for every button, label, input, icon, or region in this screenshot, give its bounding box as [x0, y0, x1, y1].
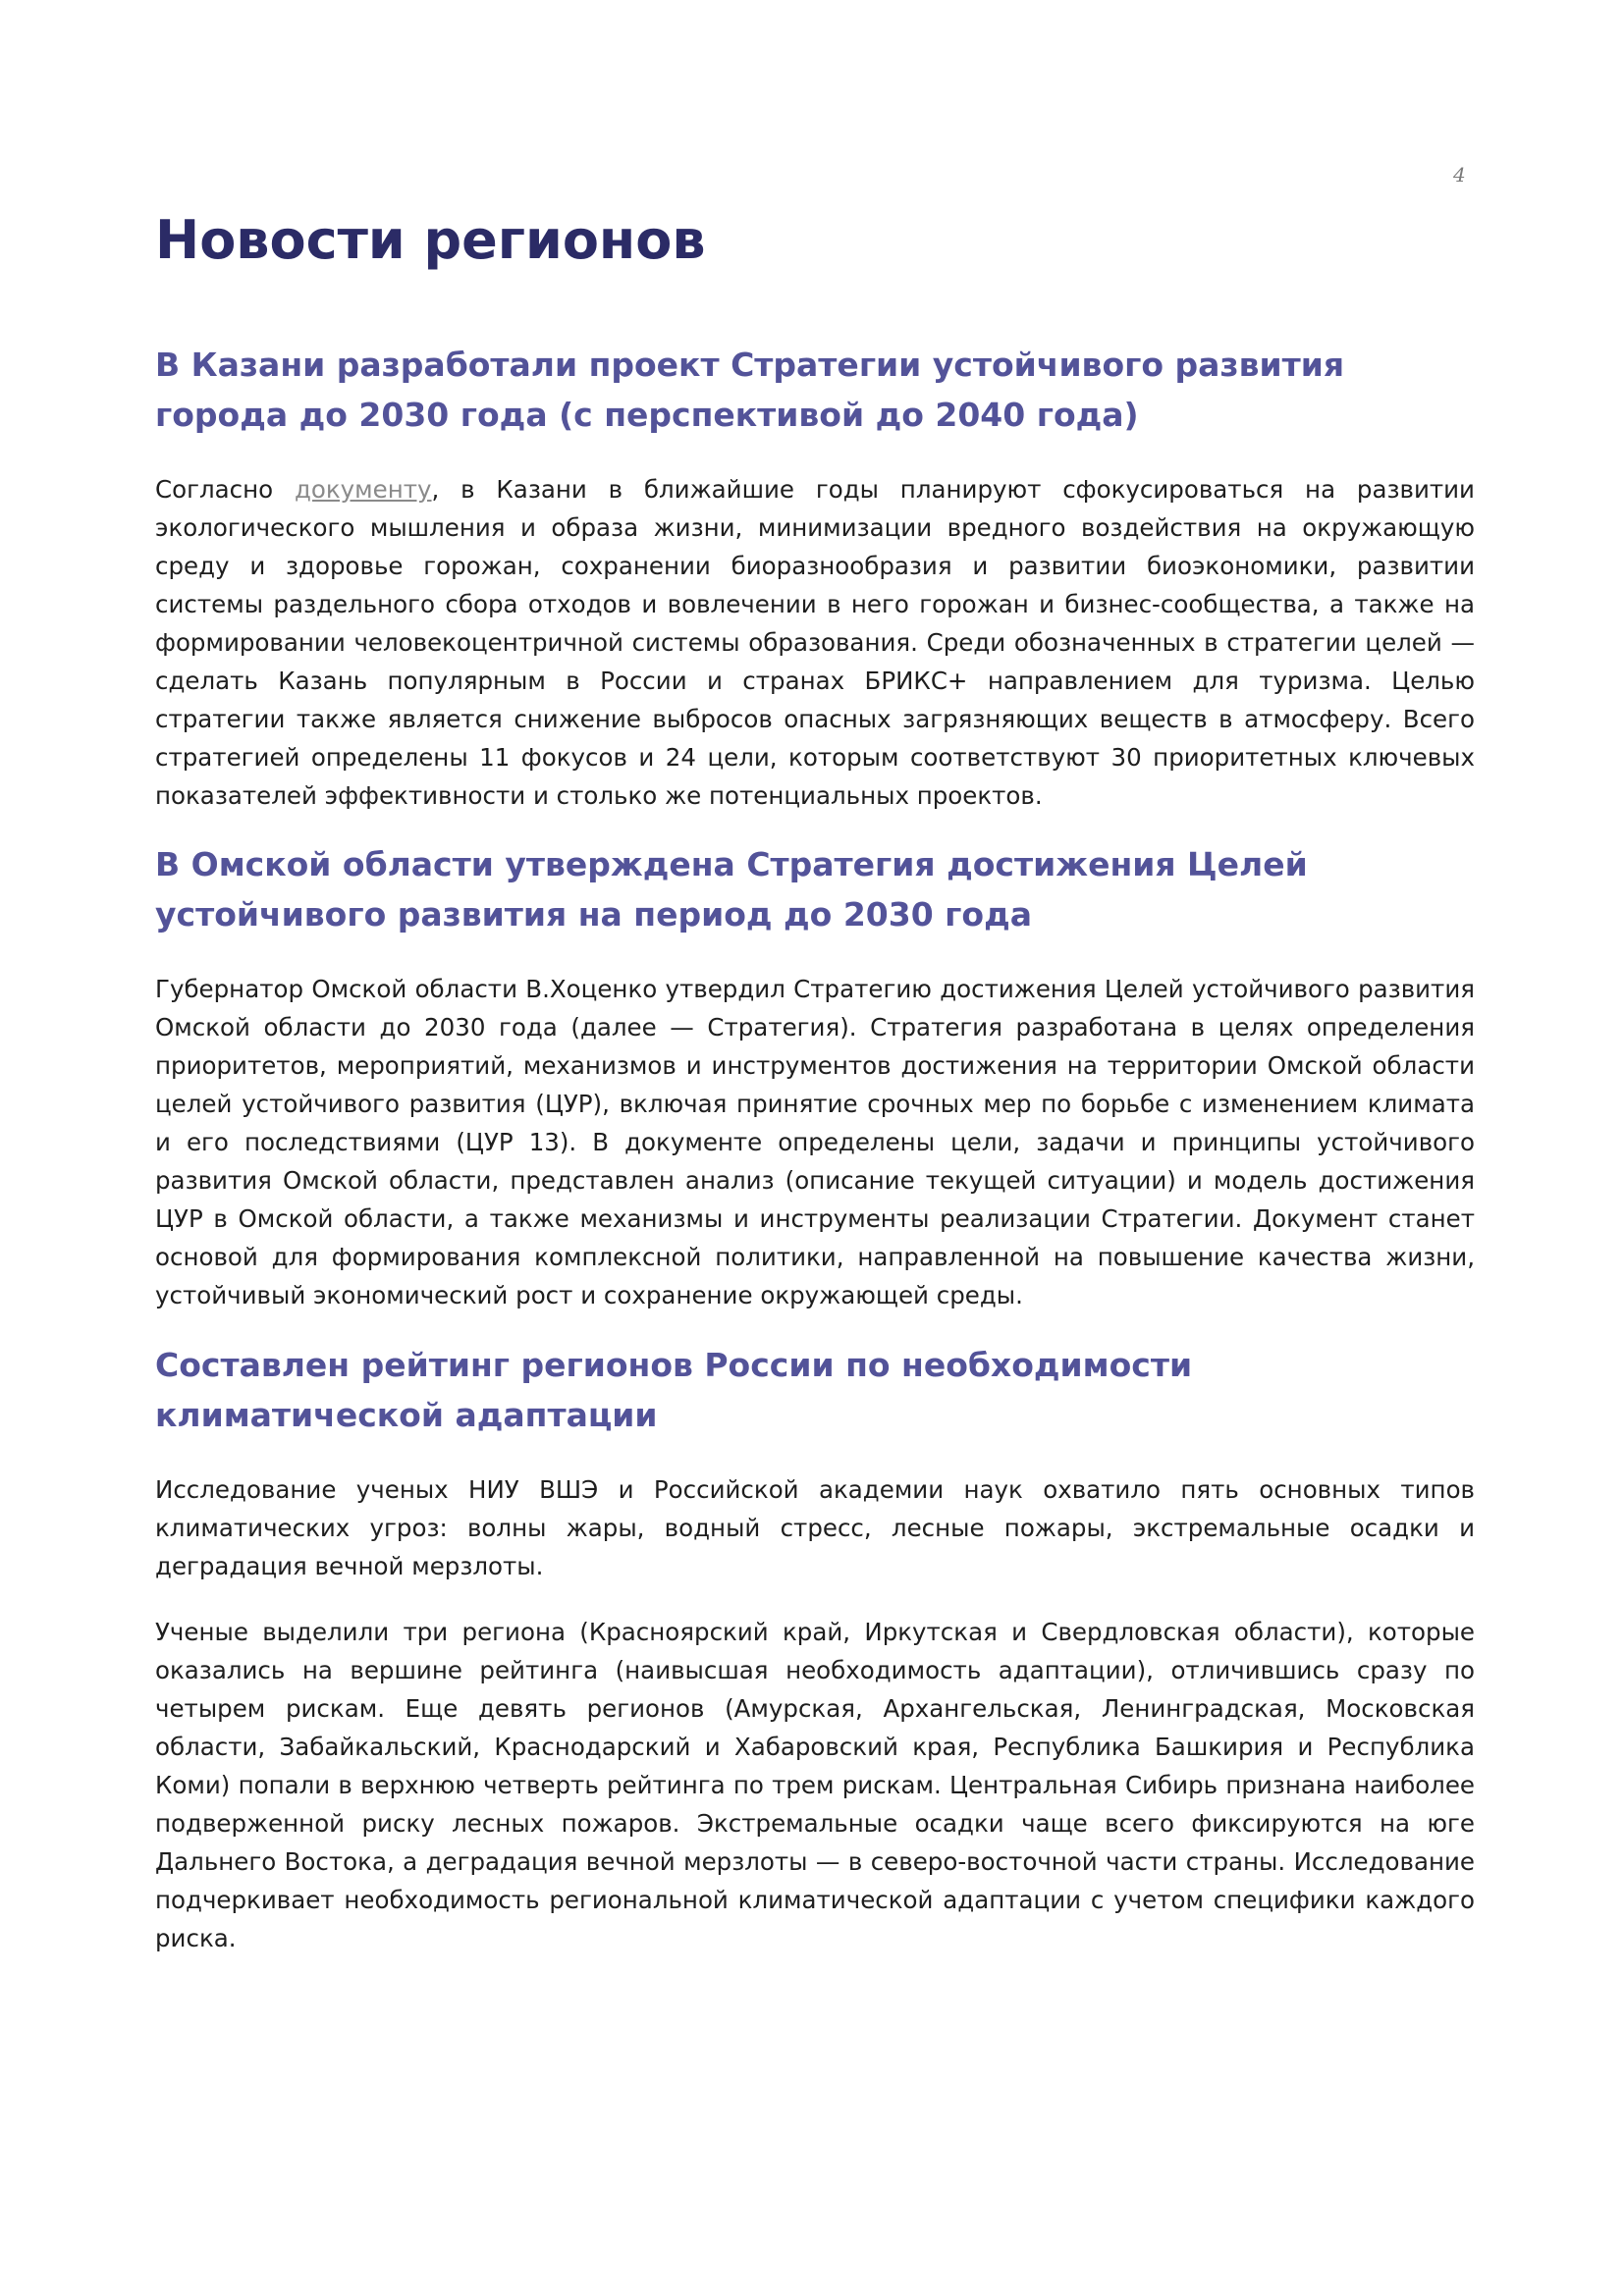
page-title: Новости регионов	[155, 209, 706, 271]
document-link[interactable]: документу	[294, 475, 432, 504]
article-climate-adaptation-rating	[155, 1340, 1475, 1957]
article-heading: Составлен рейтинг регионов России по необходимости климатической адаптации	[155, 1346, 1193, 1434]
article-heading: В Омской области утверждена Стратегия достижения Целей устойчивого развития на период до 2030 года	[155, 845, 1308, 934]
article-body	[155, 470, 1475, 815]
article-heading: В Казани разработали проект Стратегии устойчивого развития города до 2030 года (с перспективой до 2040 года)	[155, 346, 1345, 434]
article-paragraph: Исследование ученых НИУ ВШЭ и Российской академии наук охватило пять основных типов климатических угроз: волны жары, водный стресс, лесные пожары, экстремальные осадки и деградация вечной мерзлоты.	[155, 1475, 1475, 1580]
article-omsk-strategy	[155, 839, 1475, 1314]
article-kazan-strategy	[155, 340, 1475, 815]
article-paragraph: Ученые выделили три региона (Красноярский край, Иркутская и Свердловская области), которые оказались на вершине рейтинга (наивысшая необходимость адаптации), отличившись сразу по четырем рискам. Еще девять регионов (Амурская, Архангельская, Ленинградская, Московская области, Забайкальский, Краснодарский и Хабаровский края, Республика Башкирия и Республика Коми) попали в верхнюю четверть рейтинга по трем рискам. Центральная Сибирь признана наиболее подверженной риску лесных пожаров. Экстремальные осадки чаще всего фиксируются на юге Дальнего Востока, а деградация вечной мерзлоты — в северо-восточной части страны. Исследование подчеркивает необходимость региональной климатической адаптации с учетом специфики каждого риска.	[155, 1618, 1475, 1952]
page-number: 4	[1453, 163, 1466, 187]
article-body: Губернатор Омской области В.Хоценко утвердил Стратегию достижения Целей устойчивого развития Омской области до 2030 года (далее — Стратегия). Стратегия разработана в целях определения приоритетов, мероприятий, механизмов и инструментов достижения на территории Омской области целей устойчивого развития (ЦУР), включая принятие срочных мер по борьбе с изменением климата и его последствиями (ЦУР 13). В документе определены цели, задачи и принципы устойчивого развития Омской области, представлен анализ (описание текущей ситуации) и модель достижения ЦУР в Омской области, а также механизмы и инструменты реализации Стратегии. Документ станет основой для формирования комплексной политики, направленной на повышение качества жизни, устойчивый экономический рост и сохранение окружающей среды.	[155, 975, 1475, 1309]
body-intro: Согласно	[155, 475, 295, 504]
body-text: , в Казани в ближайшие годы планируют сфокусироваться на развитии экологического мышления и образа жизни, минимизации вредного воздействия на окружающую среду и здоровье горожан, сохранении биоразнообразия и развитии биоэкономики, развитии системы раздельного сбора отходов и вовлечении в него горожан и бизнес-сообщества, а также на формировании человекоцентричной системы образования. Среди обозначенных в стратегии целей — сделать Казань популярным в России и странах БРИКС+ направлением для туризма. Целью стратегии также является снижение выбросов опасных загрязняющих веществ в атмосферу. Всего стратегией определены 11 фокусов и 24 цели, которым соответствуют 30 приоритетных ключевых показателей эффективности и столько же потенциальных проектов.	[155, 475, 1475, 810]
